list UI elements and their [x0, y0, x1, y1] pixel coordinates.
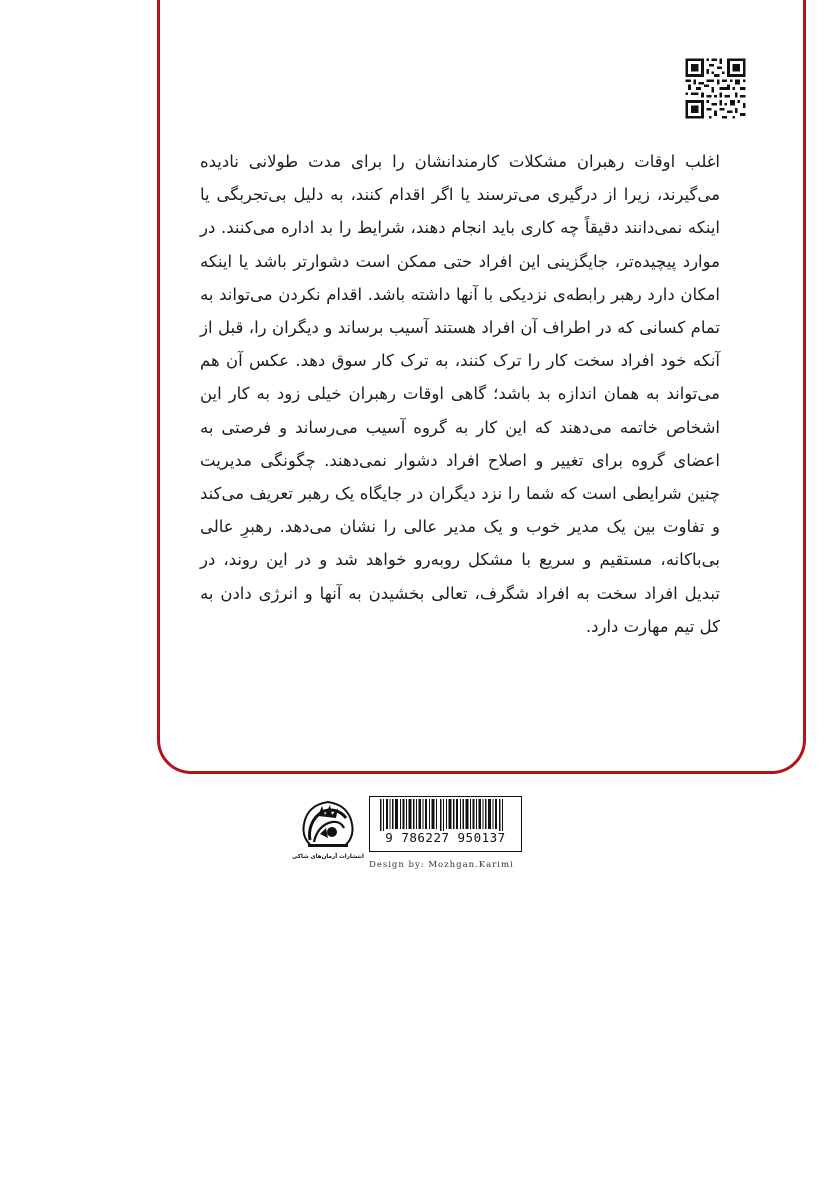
publisher-logo-text: انتشارات آرمان‌های شاکی — [292, 854, 364, 860]
barcode-bars — [370, 797, 520, 831]
publisher-logo — [292, 796, 364, 868]
back-cover-description: اغلب اوقات رهبران مشکلات کارمندانشان را برای مدت طولانی نادیده می‌گیرند، زیرا از درگیری می‌ترسند یا اگر اقدام کنند، به دلیل بی‌تجربگی یا اینکه نمی‌دانند دقیقاً چه کاری باید انجام دهند، شرایط را بد اداره می‌کنند. در موارد پیچیده‌تر، جایگزینی این افراد حتی ممکن است دشوارتر باشد یا اینکه امکان دارد رهبر رابطه‌ی نزدیکی با آنها داشته باشد. اقدام نکردن می‌تواند به تمام کسانی که در اطراف آن افراد هستند آسیب برساند و دیگران را، قبل از آنکه خود افراد سخت کار را ترک کنند، به ترک کار سوق دهد. عکس آن هم می‌تواند به همان اندازه بد باشد؛ گاهی اوقات رهبران خیلی زود به کار این اشخاص خاتمه می‌دهند که این کار به گروه آسیب می‌رساند و فرصتی به اعضای گروه برای تغییر و اصلاح افراد دشوار نمی‌دهند. چگونگی مدیریت چنین شرایطی است که شما را نزد دیگران در جایگاه یک رهبر تعریف می‌کند و تفاوت بین یک مدیر خوب و یک مدیر عالی را نشان می‌دهد. رهبرِ عالی بی‌باکانه، مستقیم و سریع با مشکل روبه‌رو خواهد شد و در این روند، در تبدیل افراد سخت به افراد شگرف، تعالی بخشیدن به آنها و انرژی دادن به کل تیم مهارت دارد. — [200, 152, 720, 636]
designer-credit: Design by: Mozhgan.Karimi — [369, 860, 514, 870]
isbn-barcode — [369, 796, 522, 852]
isbn-number: 9 786227 950137 — [370, 831, 521, 845]
qr-code-icon — [683, 56, 748, 121]
